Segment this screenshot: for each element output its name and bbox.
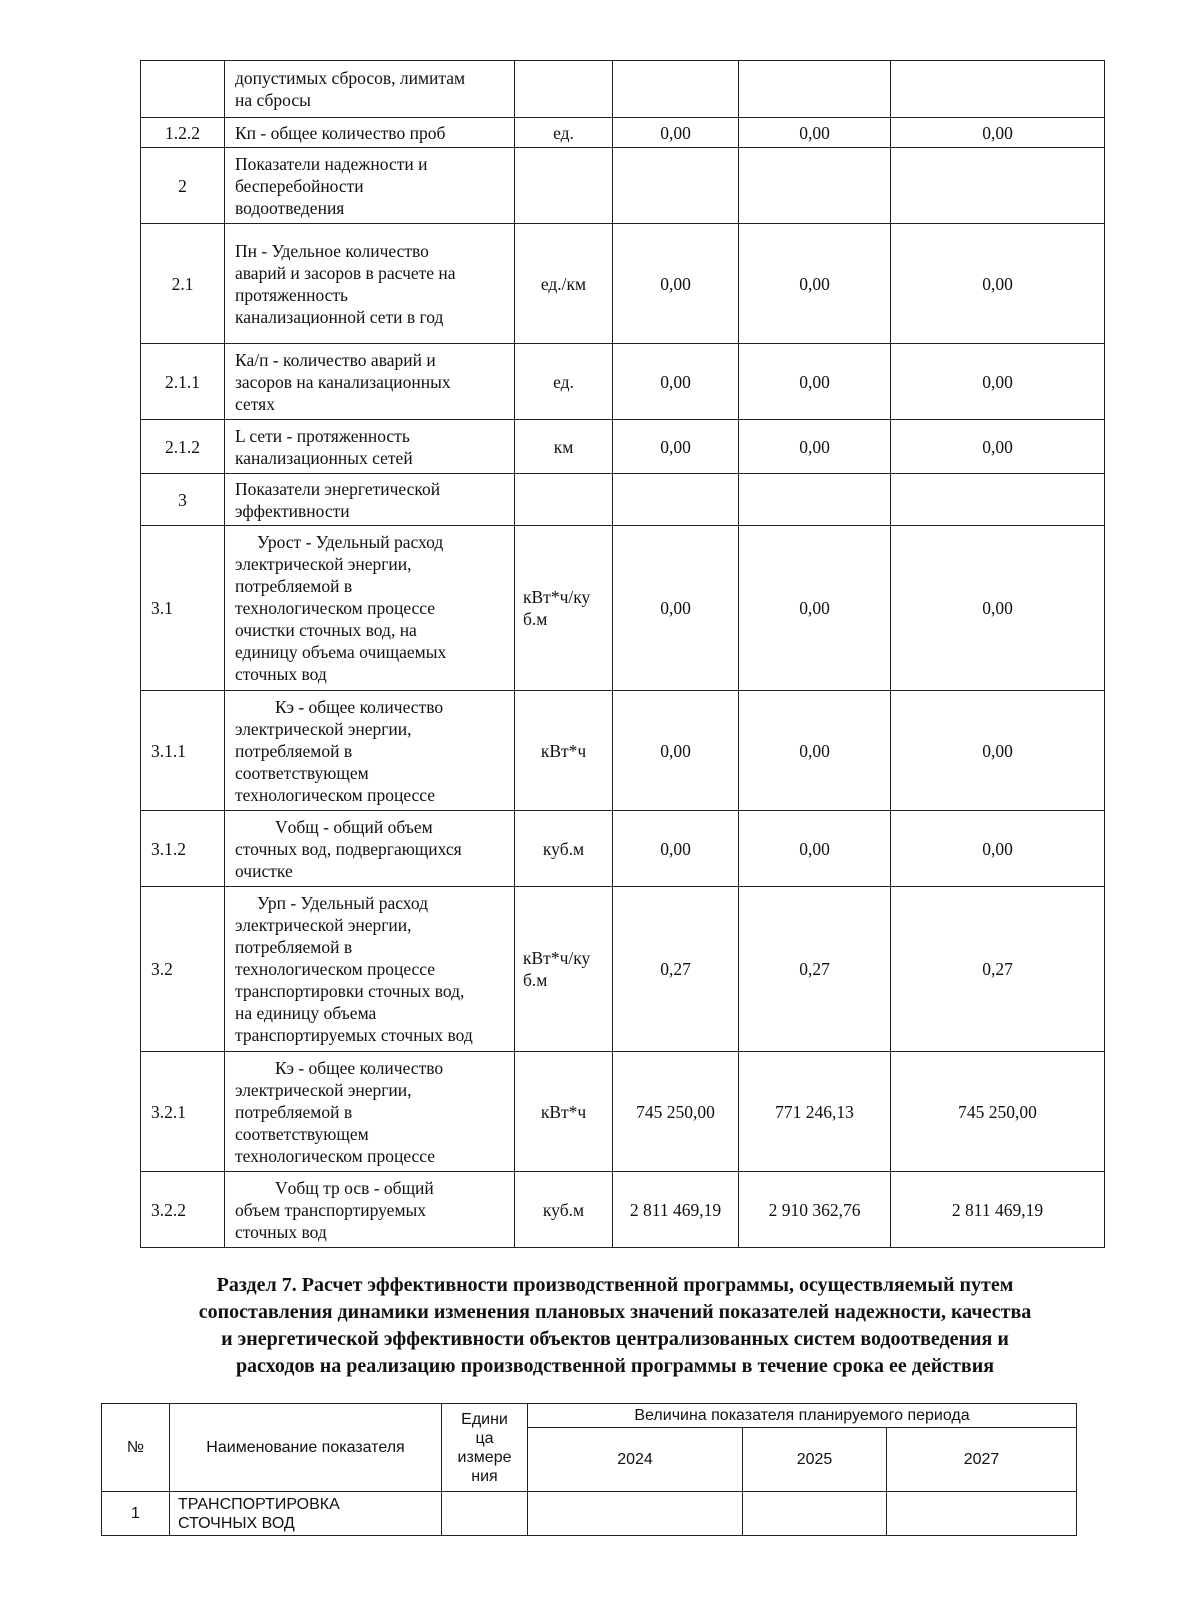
value-2024 [613,148,739,224]
row-number: 2.1 [141,224,225,344]
indicator-name: Урп - Удельный расход электрической энергии, потребляемой в технологическом процессе транспортировки сточных вод, на единицу объема транспортируемых сточных вод [225,887,515,1052]
value-2024: 0,00 [613,526,739,691]
indicators-table [140,60,1105,1248]
row-number: 3.2.1 [141,1052,225,1172]
column-header-year: 2027 [887,1428,1077,1492]
value-2027: 0,00 [891,691,1105,811]
table-row [141,224,1105,344]
value-2027: 0,00 [891,118,1105,148]
unit-cell: кВт*ч [515,1052,613,1172]
value-2025 [739,61,891,118]
unit-cell [442,1492,528,1536]
row-number [141,61,225,118]
value-2027: 0,27 [891,887,1105,1052]
table-row [141,148,1105,224]
value-2024 [613,61,739,118]
row-number: 2 [141,148,225,224]
row-number: 3.1.2 [141,811,225,887]
value-2025: 0,00 [739,224,891,344]
unit-cell: куб.м [515,1172,613,1248]
value-2025 [743,1492,887,1536]
value-2024: 0,00 [613,420,739,474]
value-2027: 0,00 [891,224,1105,344]
column-header-number: № [102,1404,170,1492]
column-header-year: 2025 [743,1428,887,1492]
table-row [141,526,1105,691]
table-row [141,118,1105,148]
value-2027 [887,1492,1077,1536]
value-2024: 0,00 [613,811,739,887]
indicator-name: Кэ - общее количество электрической энергии, потребляемой в соответствующем технологическом процессе [225,1052,515,1172]
column-header-period-group: Величина показателя планируемого периода [528,1404,1077,1428]
value-2027 [891,148,1105,224]
table-row [141,1172,1105,1248]
row-number: 2.1.2 [141,420,225,474]
unit-cell [515,474,613,526]
value-2027: 2 811 469,19 [891,1172,1105,1248]
indicator-name: допустимых сбросов, лимитам на сбросы [225,61,515,118]
table-row [141,1052,1105,1172]
unit-cell: ед./км [515,224,613,344]
indicator-name: ТРАНСПОРТИРОВКА СТОЧНЫХ ВОД [170,1492,442,1536]
indicator-name: Кп - общее количество проб [225,118,515,148]
value-2024: 0,00 [613,344,739,420]
header-row [102,1404,1077,1428]
unit-cell: ед. [515,344,613,420]
row-number: 3.1 [141,526,225,691]
column-header-name: Наименование показателя [170,1404,442,1492]
column-header-year: 2024 [528,1428,743,1492]
indicator-name: Показатели энергетической эффективности [225,474,515,526]
table-row [141,474,1105,526]
value-2025: 0,00 [739,118,891,148]
value-2027: 0,00 [891,420,1105,474]
value-2024: 2 811 469,19 [613,1172,739,1248]
table-row [141,61,1105,118]
value-2024 [613,474,739,526]
indicator-name: L сети - протяженность канализационных сетей [225,420,515,474]
unit-cell: куб.м [515,811,613,887]
table-row [141,344,1105,420]
row-number: 2.1.1 [141,344,225,420]
row-number: 3 [141,474,225,526]
unit-cell: ед. [515,118,613,148]
section-heading: Раздел 7. Расчет эффективности производственной программы, осуществляемый путем сопоставления динамики изменения плановых значений показателей надежности, качества и энергетической эффективности объектов централизованных систем водоотведения и расходов на реализацию производственной программы в течение срока ее действия [198,1274,1032,1377]
value-2024: 0,27 [613,887,739,1052]
row-number: 1.2.2 [141,118,225,148]
row-number: 3.2 [141,887,225,1052]
column-header-unit: Едини ца измере ния [442,1404,528,1492]
unit-cell: кВт*ч/ку б.м [515,887,613,1052]
value-2024 [528,1492,743,1536]
unit-cell: кВт*ч [515,691,613,811]
row-number: 3.1.1 [141,691,225,811]
table-row [141,420,1105,474]
value-2025 [739,148,891,224]
value-2027 [891,474,1105,526]
efficiency-table [101,1403,1077,1536]
row-number: 3.2.2 [141,1172,225,1248]
value-2025: 0,00 [739,344,891,420]
unit-cell [515,61,613,118]
indicator-name: Vобщ тр осв - общий объем транспортируемых сточных вод [225,1172,515,1248]
table-row [141,887,1105,1052]
table-row [102,1492,1077,1536]
value-2025: 0,27 [739,887,891,1052]
unit-cell: кВт*ч/ку б.м [515,526,613,691]
value-2027: 0,00 [891,344,1105,420]
value-2027 [891,61,1105,118]
indicator-name: Кэ - общее количество электрической энергии, потребляемой в соответствующем технологическом процессе [225,691,515,811]
value-2027: 0,00 [891,526,1105,691]
unit-cell [515,148,613,224]
row-number: 1 [102,1492,170,1536]
value-2025: 0,00 [739,811,891,887]
value-2025: 0,00 [739,691,891,811]
value-2025: 771 246,13 [739,1052,891,1172]
value-2025: 0,00 [739,420,891,474]
value-2025: 0,00 [739,526,891,691]
indicator-name: Ка/п - количество аварий и засоров на канализационных сетях [225,344,515,420]
value-2027: 745 250,00 [891,1052,1105,1172]
table-row [141,811,1105,887]
value-2025: 2 910 362,76 [739,1172,891,1248]
table-row [141,691,1105,811]
indicator-name: Урост - Удельный расход электрической энергии, потребляемой в технологическом процессе очистки сточных вод, на единицу объема очищаемых сточных вод [225,526,515,691]
unit-cell: км [515,420,613,474]
indicator-name: Показатели надежности и бесперебойности водоотведения [225,148,515,224]
value-2024: 0,00 [613,118,739,148]
value-2027: 0,00 [891,811,1105,887]
indicator-name: Пн - Удельное количество аварий и засоров в расчете на протяженность канализационной сети в год [225,224,515,344]
value-2024: 0,00 [613,691,739,811]
value-2025 [739,474,891,526]
value-2024: 0,00 [613,224,739,344]
indicator-name: Vобщ - общий объем сточных вод, подвергающихся очистке [225,811,515,887]
value-2024: 745 250,00 [613,1052,739,1172]
